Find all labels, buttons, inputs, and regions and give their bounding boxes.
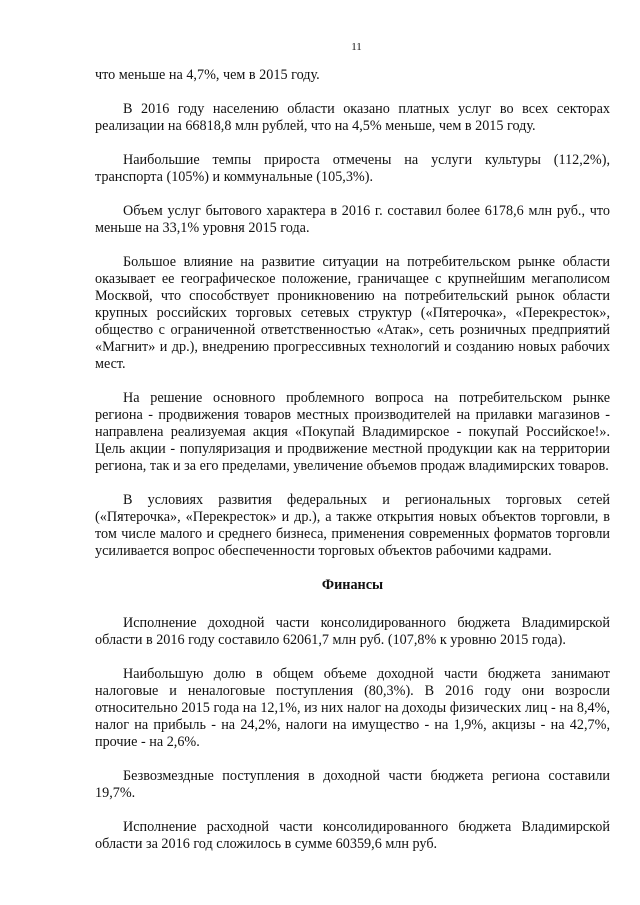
document-page	[95, 40, 610, 870]
paragraph-retail-staffing: В условиях развития федеральных и региональных торговых сетей («Пятерочка», «Перекресток» и др.), а также открытия новых объектов торговли, в том числе малого и среднего бизнеса, применения современных форматов торговли усиливается вопрос обеспеченности торговых объектов рабочими кадрами.	[95, 492, 610, 559]
paragraph-expenditure-execution: Исполнение расходной части консолидированного бюджета Владимирской области за 2016 год сложилось в сумме 60359,6 млн руб.	[95, 819, 610, 852]
paragraph-continuation: что меньше на 4,7%, чем в 2015 году.	[95, 67, 320, 83]
paragraph-paid-services: В 2016 году населению области оказано платных услуг во всех секторах реализации на 66818,8 млн рублей, что на 4,5% меньше, чем в 2015 году.	[95, 101, 610, 134]
paragraph-revenue-execution: Исполнение доходной части консолидированного бюджета Владимирской области в 2016 году составило 62061,7 млн руб. (107,8% к уровню 2015 года).	[95, 615, 610, 648]
paragraph-growth-rates: Наибольшие темпы прироста отмечены на услуги культуры (112,2%), транспорта (105%) и коммунальные (105,3%).	[95, 152, 610, 185]
paragraph-household-services: Объем услуг бытового характера в 2016 г. составил более 6178,6 млн руб., что меньше на 33,1% уровня 2015 года.	[95, 203, 610, 236]
paragraph-buy-local-campaign: На решение основного проблемного вопроса на потребительском рынке региона - продвижения товаров местных производителей на прилавки магазинов - направлена реализуемая акция «Покупай Владимирское - покупай Российское!». Цель акции - популяризация и продвижение местной продукции как на территории региона, так и за его пределами, увеличение объемов продаж владимирских товаров.	[95, 390, 610, 474]
paragraph-geography-influence: Большое влияние на развитие ситуации на потребительском рынке области оказывает ее географическое положение, граничащее с крупнейшим мегаполисом Москвой, что способствует проникновению на потребительский рынок области крупных российских торговых сетевых структур («Пятерочка», «Перекресток», общество с ограниченной ответственностью «Атак», сеть розничных предприятий «Магнит» и др.), внедрению прогрессивных технологий и созданию новых рабочих мест.	[95, 254, 610, 372]
paragraph-grants: Безвозмездные поступления в доходной части бюджета региона составили 19,7%.	[95, 768, 610, 801]
paragraph-tax-revenue: Наибольшую долю в общем объеме доходной части бюджета занимают налоговые и неналоговые поступления (80,3%). В 2016 году они возросли относительно 2015 года на 12,1%, из них налог на доходы физических лиц - на 8,4%, налог на прибыль - на 24,2%, налоги на имущество - на 1,9%, акцизы - на 42,7%, прочие - на 2,6%.	[95, 666, 610, 750]
section-heading-finance: Финансы	[321, 577, 384, 593]
page-number: 11	[351, 41, 362, 53]
